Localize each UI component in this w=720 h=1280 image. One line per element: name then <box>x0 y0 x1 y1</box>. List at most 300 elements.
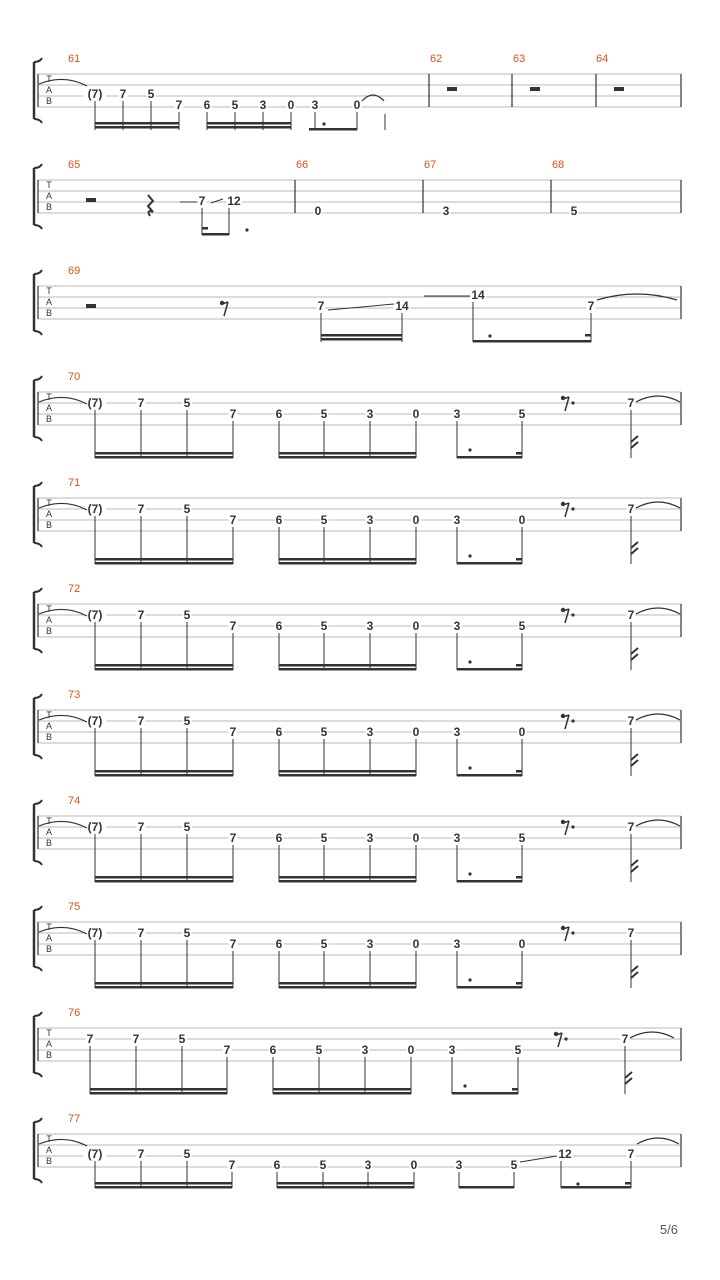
grace-flag <box>631 548 638 554</box>
fret-number: 7 <box>627 502 635 516</box>
slide-line <box>520 1156 557 1162</box>
fret-number: 3 <box>366 831 374 845</box>
tie-arc <box>630 1032 674 1038</box>
fret-number: (7) <box>87 1147 103 1161</box>
fret-number: 6 <box>275 619 283 633</box>
grace-flag <box>631 972 638 978</box>
tab-clef-letter: A <box>45 297 53 307</box>
fret-number: 7 <box>627 820 635 834</box>
fret-number: 5 <box>570 204 578 218</box>
beam <box>279 986 416 989</box>
beam <box>452 1092 518 1095</box>
augmentation-dot <box>245 228 248 231</box>
fret-number: 5 <box>147 87 155 101</box>
augmentation-dot <box>468 660 471 663</box>
grace-flag <box>625 1072 632 1078</box>
tab-clef-letter: A <box>45 85 53 95</box>
beam <box>561 1186 631 1189</box>
fret-number: 0 <box>314 204 322 218</box>
fret-number: 3 <box>259 98 267 112</box>
partial-beam <box>516 770 522 773</box>
fret-number: 0 <box>412 937 420 951</box>
fret-number: 3 <box>311 98 319 112</box>
beam <box>95 774 233 777</box>
tie-arc <box>636 396 680 402</box>
grace-flag <box>631 442 638 448</box>
fret-number: 7 <box>137 502 145 516</box>
tab-system-69 <box>34 265 681 343</box>
augmentation-dot <box>571 931 574 934</box>
beam <box>277 1182 414 1185</box>
beam <box>279 664 416 667</box>
beam <box>207 122 291 125</box>
fret-number: 5 <box>320 937 328 951</box>
tab-clef-letter: B <box>45 520 53 530</box>
fret-number: 3 <box>453 937 461 951</box>
tie-arc <box>636 608 680 614</box>
beam <box>95 1186 232 1189</box>
beam <box>279 456 416 459</box>
beam <box>95 876 233 879</box>
bracket-top <box>34 906 42 910</box>
fret-number: 7 <box>627 926 635 940</box>
beam <box>279 982 416 985</box>
measure-number: 61 <box>68 53 81 65</box>
fret-number: 6 <box>269 1043 277 1057</box>
fret-number: 3 <box>442 204 450 218</box>
fret-number: 7 <box>229 407 237 421</box>
beam <box>95 456 233 459</box>
beam <box>457 456 522 459</box>
fret-number: 5 <box>518 407 526 421</box>
tab-clef-letter: A <box>45 933 53 943</box>
fret-number: 7 <box>137 926 145 940</box>
fret-number: 12 <box>558 1147 572 1161</box>
beam <box>279 774 416 777</box>
fret-number: 5 <box>510 1158 518 1172</box>
tab-clef-letter: T <box>46 74 52 84</box>
fret-number: (7) <box>87 502 103 516</box>
fret-number: 5 <box>320 513 328 527</box>
bracket-bottom <box>34 1179 42 1183</box>
fret-number: 3 <box>366 619 374 633</box>
fret-number: 7 <box>587 299 595 313</box>
tab-clef-letter: B <box>45 96 53 106</box>
augmentation-dot <box>322 122 325 125</box>
bracket-bottom <box>34 331 42 335</box>
fret-number: 14 <box>471 288 485 302</box>
tab-clef-letter: T <box>46 1028 52 1038</box>
bracket-top <box>34 270 42 274</box>
tab-clef-letter: A <box>45 721 53 731</box>
tab-system-61 <box>34 53 681 131</box>
fret-number: 6 <box>275 407 283 421</box>
partial-beam <box>516 876 522 879</box>
beam <box>279 770 416 773</box>
bracket-bottom <box>34 437 42 441</box>
tab-clef-letter: T <box>46 816 52 826</box>
partial-beam <box>585 334 591 337</box>
bracket-top <box>34 376 42 380</box>
tab-clef-letter: A <box>45 615 53 625</box>
measure-number: 64 <box>596 53 609 65</box>
fret-number: 3 <box>366 937 374 951</box>
fret-number: 5 <box>320 725 328 739</box>
beam <box>321 338 402 341</box>
fret-number: 3 <box>453 831 461 845</box>
beam <box>95 880 233 883</box>
augmentation-dot <box>576 1182 579 1185</box>
beam <box>95 668 233 671</box>
fret-number: 7 <box>229 513 237 527</box>
grace-flag <box>631 866 638 872</box>
partial-beam <box>625 1182 631 1185</box>
half-rest <box>86 198 96 202</box>
fret-number: 3 <box>453 513 461 527</box>
beam <box>95 126 179 129</box>
partial-beam <box>516 982 522 985</box>
grace-flag <box>631 966 638 972</box>
fret-number: (7) <box>87 820 103 834</box>
bracket-top <box>34 800 42 804</box>
fret-number: 0 <box>518 513 526 527</box>
measure-number: 70 <box>68 371 81 383</box>
fret-number: 5 <box>320 831 328 845</box>
grace-flag <box>631 754 638 760</box>
fret-number: 3 <box>453 407 461 421</box>
fret-number: (7) <box>87 396 103 410</box>
fret-number: 5 <box>183 396 191 410</box>
rest-stem <box>558 1033 562 1047</box>
augmentation-dot <box>564 1037 567 1040</box>
bracket-top <box>34 482 42 486</box>
fret-number: 7 <box>627 714 635 728</box>
tab-system-76 <box>34 1007 681 1095</box>
tab-clef-letter: B <box>45 308 53 318</box>
tab-system-71 <box>34 477 681 565</box>
augmentation-dot <box>571 719 574 722</box>
beam <box>95 558 233 561</box>
beam <box>279 558 416 561</box>
fret-number: 6 <box>275 937 283 951</box>
rest-stem <box>565 609 569 623</box>
tab-system-75 <box>34 901 681 989</box>
fret-number: 5 <box>518 619 526 633</box>
fret-number: 7 <box>229 619 237 633</box>
fret-number: (7) <box>87 608 103 622</box>
beam <box>95 982 233 985</box>
measure-number: 69 <box>68 265 81 277</box>
fret-number: (7) <box>87 926 103 940</box>
tab-clef-letter: B <box>45 944 53 954</box>
tab-clef-letter: A <box>45 1039 53 1049</box>
half-rest <box>447 87 457 91</box>
grace-flag <box>631 860 638 866</box>
fret-number: 0 <box>518 937 526 951</box>
partial-beam <box>512 1088 518 1091</box>
bracket-bottom <box>34 755 42 759</box>
fret-number: 0 <box>287 98 295 112</box>
fret-number: 0 <box>410 1158 418 1172</box>
augmentation-dot <box>468 872 471 875</box>
fret-number: 3 <box>453 725 461 739</box>
bracket-top <box>34 1118 42 1122</box>
beam <box>95 664 233 667</box>
fret-number: 5 <box>183 820 191 834</box>
fret-number: 6 <box>275 831 283 845</box>
half-rest <box>86 304 96 308</box>
measure-number: 65 <box>68 159 81 171</box>
fret-number: 3 <box>364 1158 372 1172</box>
partial-beam <box>516 452 522 455</box>
measure-number: 62 <box>430 53 443 65</box>
beam <box>273 1088 411 1091</box>
tab-clef-letter: A <box>45 403 53 413</box>
fret-number: 7 <box>137 396 145 410</box>
beam <box>279 880 416 883</box>
beam <box>457 774 522 777</box>
beam <box>95 122 179 125</box>
beam <box>473 340 591 343</box>
tab-clef-letter: B <box>45 1156 53 1166</box>
beam <box>279 876 416 879</box>
fret-number: 3 <box>448 1043 456 1057</box>
fret-number: 6 <box>275 725 283 739</box>
beam <box>457 880 522 883</box>
fret-number: 5 <box>319 1158 327 1172</box>
partial-beam <box>202 227 208 230</box>
tab-clef-letter: T <box>46 710 52 720</box>
fret-number: 0 <box>412 407 420 421</box>
augmentation-dot <box>488 334 491 337</box>
fret-number: 5 <box>183 1147 191 1161</box>
tie-arc <box>637 1138 679 1144</box>
rest-stem <box>565 397 569 411</box>
tab-clef-letter: T <box>46 498 52 508</box>
bracket-bottom <box>34 543 42 547</box>
bracket-top <box>34 694 42 698</box>
beam <box>457 562 522 565</box>
measure-number: 74 <box>68 795 81 807</box>
tab-clef-letter: T <box>46 604 52 614</box>
measure-number: 73 <box>68 689 81 701</box>
fret-number: 3 <box>366 407 374 421</box>
fret-number: 5 <box>320 619 328 633</box>
grace-flag <box>631 542 638 548</box>
fret-number: 3 <box>366 513 374 527</box>
beam <box>207 126 291 129</box>
fret-number: 5 <box>315 1043 323 1057</box>
measure-number: 68 <box>552 159 565 171</box>
fret-number: 7 <box>137 714 145 728</box>
fret-number: 6 <box>273 1158 281 1172</box>
bracket-bottom <box>34 967 42 971</box>
beam <box>90 1088 227 1091</box>
fret-number: 7 <box>627 396 635 410</box>
tab-clef-letter: A <box>45 509 53 519</box>
rest-stem <box>565 503 569 517</box>
augmentation-dot <box>571 401 574 404</box>
fret-number: 6 <box>275 513 283 527</box>
rest-stem <box>565 821 569 835</box>
fret-number: 7 <box>627 1147 635 1161</box>
fret-number: 7 <box>137 1147 145 1161</box>
half-rest <box>530 87 540 91</box>
fret-number: 5 <box>231 98 239 112</box>
fret-number: 7 <box>223 1043 231 1057</box>
beam <box>95 770 233 773</box>
rest-stem <box>565 715 569 729</box>
tab-clef-letter: T <box>46 392 52 402</box>
beam <box>279 562 416 565</box>
augmentation-dot <box>571 507 574 510</box>
tie-arc <box>636 714 680 720</box>
bracket-bottom <box>34 1073 42 1077</box>
tab-system-77 <box>34 1113 681 1189</box>
fret-number: 0 <box>353 98 361 112</box>
fret-number: 3 <box>455 1158 463 1172</box>
beam <box>95 1182 232 1185</box>
measure-number: 72 <box>68 583 81 595</box>
half-rest <box>614 87 624 91</box>
beam <box>457 668 522 671</box>
fret-number: 3 <box>453 619 461 633</box>
tab-clef-letter: A <box>45 191 53 201</box>
beam <box>279 668 416 671</box>
beam <box>321 334 402 337</box>
fret-number: 7 <box>621 1032 629 1046</box>
fret-number: 7 <box>317 299 325 313</box>
fret-number: 7 <box>198 194 206 208</box>
tab-clef-letter: B <box>45 838 53 848</box>
fret-number: 5 <box>183 502 191 516</box>
tab-system-70 <box>34 371 681 459</box>
fret-number: 7 <box>229 937 237 951</box>
tab-clef-letter: B <box>45 626 53 636</box>
tab-clef-letter: B <box>45 732 53 742</box>
partial-beam <box>516 558 522 561</box>
fret-number: 5 <box>514 1043 522 1057</box>
augmentation-dot <box>468 766 471 769</box>
measure-number: 71 <box>68 477 81 489</box>
fret-number: 0 <box>412 725 420 739</box>
beam <box>273 1092 411 1095</box>
fret-number: 0 <box>412 831 420 845</box>
fret-number: 5 <box>183 608 191 622</box>
bracket-top <box>34 58 42 62</box>
fret-number: 7 <box>229 831 237 845</box>
bracket-bottom <box>34 861 42 865</box>
bracket-top <box>34 1012 42 1016</box>
measure-number: 77 <box>68 1113 81 1125</box>
fret-number: 7 <box>86 1032 94 1046</box>
beam <box>457 986 522 989</box>
fret-number: 0 <box>407 1043 415 1057</box>
fret-number: 7 <box>229 725 237 739</box>
beam <box>90 1092 227 1095</box>
fret-number: 7 <box>137 608 145 622</box>
partial-beam <box>516 664 522 667</box>
measure-number: 75 <box>68 901 81 913</box>
rest-stem <box>565 927 569 941</box>
fret-number: 0 <box>518 725 526 739</box>
fret-number: 0 <box>412 619 420 633</box>
beam <box>459 1186 514 1189</box>
augmentation-dot <box>468 448 471 451</box>
tie-arc <box>636 502 680 508</box>
tab-clef-letter: T <box>46 1134 52 1144</box>
beam <box>95 986 233 989</box>
tab-clef-letter: T <box>46 922 52 932</box>
fret-number: 6 <box>203 98 211 112</box>
grace-flag <box>631 760 638 766</box>
fret-number: 3 <box>361 1043 369 1057</box>
fret-number: 14 <box>395 299 409 313</box>
fret-number: 5 <box>178 1032 186 1046</box>
tab-clef-letter: B <box>45 414 53 424</box>
measure-number: 66 <box>296 159 309 171</box>
fret-number: 0 <box>412 513 420 527</box>
bracket-bottom <box>34 225 42 229</box>
fret-number: 5 <box>320 407 328 421</box>
grace-flag <box>631 648 638 654</box>
measure-number: 63 <box>513 53 526 65</box>
augmentation-dot <box>463 1084 466 1087</box>
beam <box>202 233 229 236</box>
fret-number: 7 <box>132 1032 140 1046</box>
page-number: 5/6 <box>659 1222 678 1237</box>
grace-flag <box>631 654 638 660</box>
bracket-bottom <box>34 649 42 653</box>
beam <box>277 1186 414 1189</box>
tab-clef-letter: B <box>45 202 53 212</box>
tab-system-73 <box>34 689 681 777</box>
augmentation-dot <box>571 613 574 616</box>
fret-number: 7 <box>228 1158 236 1172</box>
tab-clef-letter: B <box>45 1050 53 1060</box>
measure-number: 76 <box>68 1007 81 1019</box>
tab-system-72 <box>34 583 681 671</box>
tab-clef-letter: T <box>46 180 52 190</box>
augmentation-dot <box>571 825 574 828</box>
tie-arc <box>636 820 680 826</box>
tab-system-74 <box>34 795 681 883</box>
tab-system-65 <box>34 159 681 236</box>
grace-flag <box>631 436 638 442</box>
fret-number: 7 <box>175 98 183 112</box>
grace-flag <box>625 1078 632 1084</box>
beam <box>95 562 233 565</box>
bracket-top <box>34 164 42 168</box>
fret-number: 7 <box>119 87 127 101</box>
fret-number: 5 <box>518 831 526 845</box>
augmentation-dot <box>468 978 471 981</box>
fret-number: 7 <box>137 820 145 834</box>
tab-clef-letter: A <box>45 827 53 837</box>
slide-line <box>328 304 394 310</box>
bracket-bottom <box>34 119 42 123</box>
fret-number: 3 <box>366 725 374 739</box>
tab-clef-letter: A <box>45 1145 53 1155</box>
beam <box>279 452 416 455</box>
bracket-top <box>34 588 42 592</box>
augmentation-dot <box>468 554 471 557</box>
rest-stem <box>224 302 228 316</box>
measure-number: 67 <box>424 159 437 171</box>
fret-number: 12 <box>227 194 241 208</box>
fret-number: 7 <box>627 608 635 622</box>
fret-number: 5 <box>183 714 191 728</box>
